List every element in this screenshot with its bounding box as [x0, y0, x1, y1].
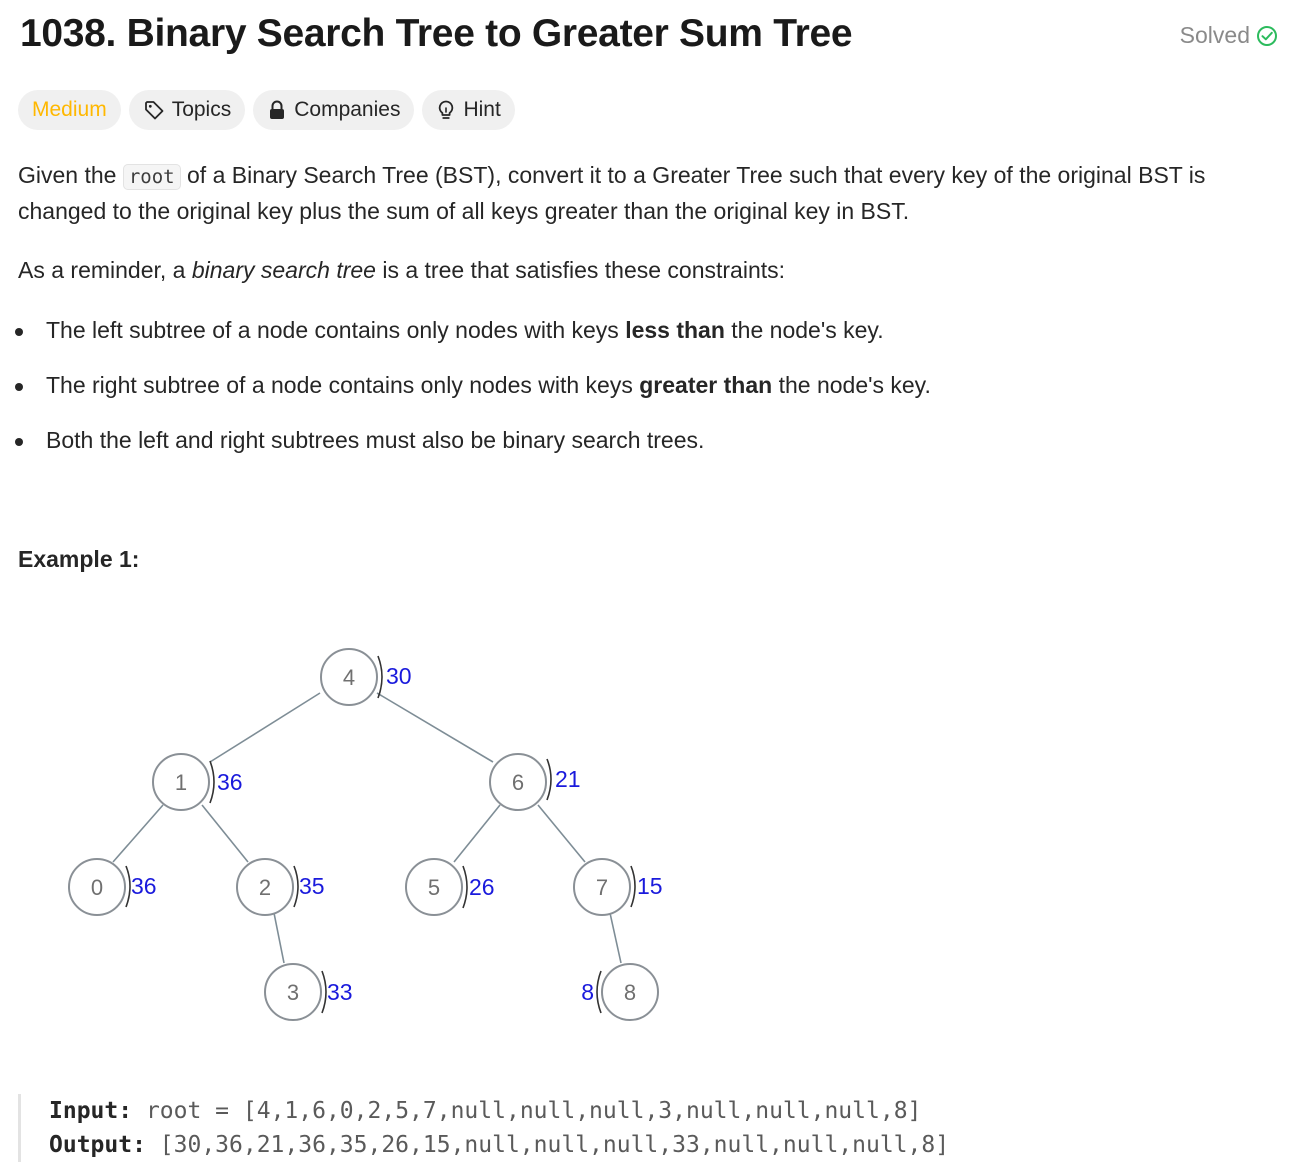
- node-key: 8: [623, 980, 637, 1005]
- list-item-text: The right subtree of a node contains only nodes with keys: [46, 372, 640, 398]
- list-item-text: Both the left and right subtrees must also be binary search trees.: [46, 427, 705, 453]
- node-sum: 15: [637, 873, 663, 899]
- tree-node: [581, 964, 658, 1020]
- tree-edge: [610, 913, 621, 963]
- example-output: [49, 1128, 949, 1162]
- example-input: [49, 1094, 949, 1128]
- input-value: root = [4,1,6,0,2,5,7,null,null,null,3,null,null,null,8]: [132, 1098, 922, 1124]
- description-text: As a reminder, a: [18, 257, 192, 283]
- solved-label: Solved: [1179, 22, 1250, 48]
- node-key: 3: [286, 980, 300, 1005]
- tree-edge: [454, 805, 500, 862]
- list-item-text: The left subtree of a node contains only nodes with keys: [46, 317, 626, 343]
- input-label: Input:: [49, 1098, 133, 1124]
- tree-edge: [274, 913, 284, 963]
- node-sum: 33: [327, 979, 353, 1005]
- tree-edge: [210, 693, 320, 762]
- hint-label: Hint: [463, 98, 501, 121]
- node-sum: 36: [217, 769, 243, 795]
- list-item-bold: less than: [625, 317, 725, 343]
- difficulty-label: Medium: [32, 98, 107, 121]
- topics-label: Topics: [171, 98, 232, 121]
- node-key: 6: [511, 770, 525, 795]
- node-sum: 8: [581, 979, 594, 1005]
- tree-node: [490, 754, 581, 810]
- tree-node: [265, 964, 353, 1020]
- example-io-block: [18, 1094, 949, 1162]
- node-key: 4: [342, 665, 356, 690]
- tree-node: [237, 859, 325, 915]
- node-sum: 21: [555, 766, 581, 792]
- tree-node: [321, 649, 412, 705]
- tree-edge: [377, 693, 493, 762]
- problem-title: 1038. Binary Search Tree to Greater Sum Tree: [20, 12, 853, 55]
- node-key: 7: [595, 875, 609, 900]
- node-sum: 26: [469, 874, 495, 900]
- list-item-text: the node's key.: [772, 372, 931, 398]
- italic-term: binary search tree: [191, 257, 376, 283]
- description-text: of a Binary Search Tree (BST), convert it to a Greater Tree such that every key of the original BST is changed to the original key plus the sum of all keys greater than the original key in BST.: [18, 162, 1206, 224]
- node-key: 0: [90, 875, 104, 900]
- node-key: 1: [174, 770, 188, 795]
- list-item-text: the node's key.: [724, 317, 884, 343]
- node-key: 2: [258, 875, 272, 900]
- node-key: 5: [427, 875, 441, 900]
- tree-edge: [538, 805, 585, 862]
- tree-node: [153, 754, 243, 810]
- example-title: Example 1:: [18, 546, 140, 572]
- description-text: Given the: [18, 162, 123, 188]
- node-sum: 30: [386, 663, 412, 689]
- description-text: is a tree that satisfies these constraints:: [375, 257, 786, 283]
- node-sum: 36: [131, 873, 157, 899]
- tree-node: [574, 859, 663, 915]
- output-label: Output:: [49, 1132, 146, 1158]
- tree-node: [406, 859, 495, 915]
- tree-node: [69, 859, 157, 915]
- output-value: [30,36,21,36,35,26,15,null,null,null,33,null,null,null,8]: [145, 1132, 950, 1158]
- tree-edge: [113, 805, 163, 862]
- list-item-bold: greater than: [639, 372, 773, 398]
- companies-label: Companies: [294, 98, 401, 121]
- node-sum: 35: [299, 873, 325, 899]
- inline-code-root: root: [123, 164, 181, 190]
- tree-edge: [202, 805, 248, 862]
